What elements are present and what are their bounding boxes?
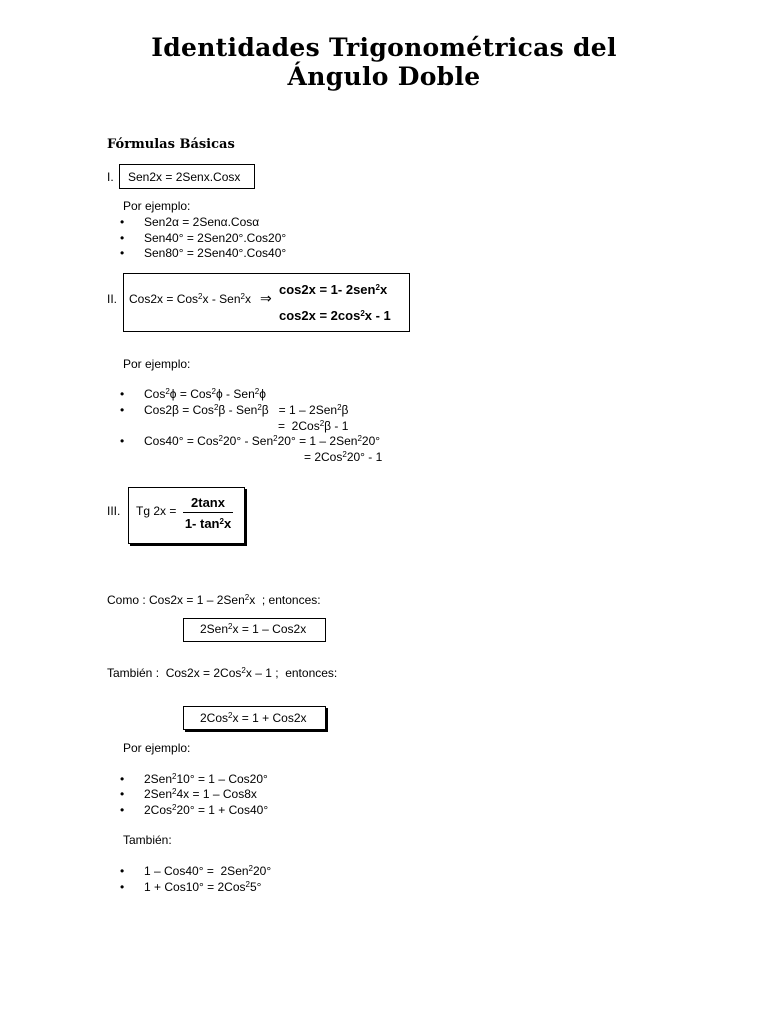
example-item: • Sen2α = 2Senα.Cosα (144, 215, 259, 229)
example-item: • 1 + Cos10° = 2Cos$^2$5° (144, 880, 261, 894)
section-heading: Fórmulas Básicas (107, 137, 235, 152)
example-item: • 1 – Cos40° = 2Sen$^2$20° (144, 864, 271, 878)
page-title: Identidades Trigonométricas del (151, 33, 617, 62)
tambien-heading: También: (123, 833, 172, 847)
fraction-bar (183, 512, 233, 513)
example-continuation: = 2Cos$^2$β - 1 (278, 419, 349, 433)
fraction-numerator: 2tanx (191, 495, 225, 510)
example-item: • Cos40° = Cos$^2$20° - Sen$^2$20° = 1 – 2Sen$^2$20° (144, 434, 380, 448)
por-ejemplo-1: Por ejemplo: (123, 199, 191, 213)
por-ejemplo-3: Por ejemplo: (123, 741, 191, 755)
formula-2-result-2: $\cos 2x = 2\cos^2x - 1$ (279, 308, 391, 323)
example-item: • Sen80° = 2Sen40°.Cos40° (144, 246, 286, 260)
roman-numeral-2: II. (107, 292, 118, 306)
example-item: • Cos$^2$ϕ = Cos$^2$ϕ - Sen$^2$ϕ (144, 387, 266, 401)
example-item: • 2Sen$^2$4x = 1 – Cos8x (144, 787, 257, 801)
como-line: Como : Cos2x = 1 – 2Sen$^2$x ; entonces: (107, 593, 321, 607)
tambien-line: También : Cos2x = 2Cos$^2$x – 1 ; entonces: (107, 666, 338, 680)
example-continuation: = 2Cos$^2$20° - 1 (304, 450, 383, 464)
result-formula-2: 2Cos$^2$x = 1 + Cos2x (200, 711, 307, 725)
formula-3-lhs: Tg 2x = (136, 504, 177, 518)
roman-numeral-1: I. (107, 170, 114, 184)
example-item: • 2Cos$^2$20° = 1 + Cos40° (144, 803, 268, 817)
por-ejemplo-2: Por ejemplo: (123, 357, 191, 371)
formula-1: Sen2x = 2Senx.Cosx (128, 170, 241, 184)
result-formula-1: 2Sen$^2$x = 1 – Cos2x (200, 622, 307, 636)
example-item: • Sen40° = 2Sen20°.Cos20° (144, 231, 286, 245)
page-title-line2: Ángulo Doble (287, 62, 481, 91)
formula-2-result-1: cos2x = 1- 2sen$^2$x (279, 282, 388, 297)
example-item: • Cos2β = Cos$^2$β - Sen$^2$β = 1 – 2Sen$^2$β (144, 403, 348, 417)
implies-arrow: ⇒ (260, 290, 272, 306)
fraction-denominator: 1- $\tan^2x$ (184, 516, 232, 531)
formula-2-lhs: Cos2x = Cos$^2$x - Sen$^2$x (129, 292, 251, 306)
roman-numeral-3: III. (107, 504, 121, 518)
example-item: • 2Sen$^2$10° = 1 – Cos20° (144, 772, 268, 786)
